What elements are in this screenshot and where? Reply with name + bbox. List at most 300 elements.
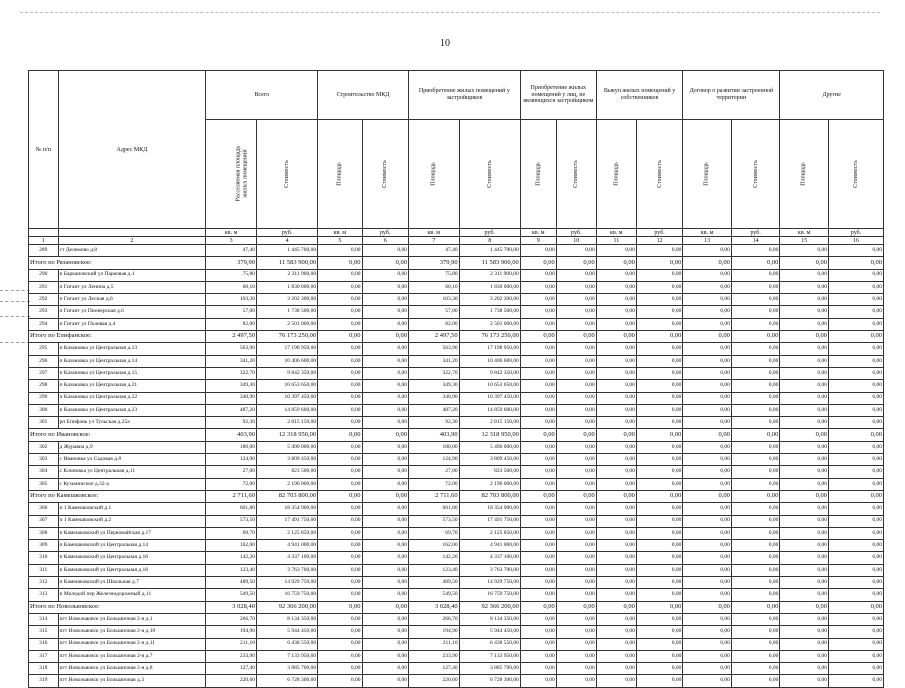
zero-cell: 0,00 (520, 367, 556, 379)
zero-cell: 0,00 (828, 380, 883, 392)
zero-cell: 0,00 (683, 306, 732, 318)
cost-cell: 2 501 000,00 (256, 318, 317, 330)
zero-cell: 0,00 (556, 527, 596, 539)
table-row (29, 564, 884, 576)
zero-cell: 0,00 (683, 441, 732, 453)
zero-cell: 0,00 (780, 269, 829, 281)
zero-cell: 0,00 (636, 294, 682, 306)
cost-cell: 2 311 900,00 (256, 269, 317, 281)
row-number: 311 (29, 564, 59, 576)
construction-cost-cell: 0,00 (362, 601, 408, 613)
cost-cell: 2 815 150,00 (256, 417, 317, 429)
developer-area-cell: 127,40 (408, 663, 459, 675)
area-cell: 60,10 (206, 281, 257, 293)
construction-cost-cell: 0,00 (362, 454, 408, 466)
zero-cell: 0,00 (556, 417, 596, 429)
construction-area-cell: 0,00 (318, 515, 362, 527)
zero-cell: 0,00 (520, 343, 556, 355)
zero-cell: 0,00 (731, 343, 780, 355)
developer-area-cell: 47,40 (408, 245, 459, 257)
developer-area-cell: 340,90 (408, 392, 459, 404)
table-row (29, 380, 884, 392)
zero-cell: 0,00 (556, 638, 596, 650)
zero-cell: 0,00 (636, 552, 682, 564)
cost-cell: 1 830 000,00 (256, 281, 317, 293)
zero-cell: 0,00 (828, 663, 883, 675)
developer-cost-cell: 823 500,00 (459, 466, 520, 478)
row-number: 309 (29, 540, 59, 552)
zero-cell: 0,00 (596, 429, 636, 441)
zero-cell: 0,00 (520, 638, 556, 650)
cost-cell: 6 438 550,00 (256, 638, 317, 650)
zero-cell: 0,00 (636, 540, 682, 552)
zero-cell: 0,00 (780, 367, 829, 379)
developer-area-cell: 92,30 (408, 417, 459, 429)
construction-area-cell: 0,00 (318, 355, 362, 367)
developer-area-cell: 487,20 (408, 404, 459, 416)
address-cell: п Баркановский ул Парковая д.1 (58, 269, 206, 281)
zero-cell: 0,00 (683, 466, 732, 478)
zero-cell: 0,00 (520, 515, 556, 527)
header-row-num: № п/п (29, 71, 59, 229)
zero-cell: 0,00 (520, 404, 556, 416)
unit-cell: руб. (362, 229, 408, 237)
zero-cell: 0,00 (596, 466, 636, 478)
area-cell: 92,30 (206, 417, 257, 429)
unit-cell: кв. м (206, 229, 257, 237)
area-cell: 27,00 (206, 466, 257, 478)
zero-cell: 0,00 (520, 527, 556, 539)
developer-cost-cell: 6 728 300,00 (459, 675, 520, 687)
cost-cell: 7 133 950,00 (256, 650, 317, 662)
area-cell: 69,70 (206, 527, 257, 539)
cost-cell: 14 929 750,00 (256, 577, 317, 589)
developer-cost-cell: 2 196 000,00 (459, 478, 520, 490)
zero-cell: 0,00 (596, 675, 636, 687)
subtotal-label: Итого по Ивановское: (29, 429, 206, 441)
zero-cell: 0,00 (780, 626, 829, 638)
zero-cell: 0,00 (780, 245, 829, 257)
area-cell: 573,50 (206, 515, 257, 527)
column-number: 2 (58, 237, 206, 245)
zero-cell: 0,00 (780, 540, 829, 552)
zero-cell: 0,00 (556, 441, 596, 453)
zero-cell: 0,00 (520, 392, 556, 404)
address-cell: п Молодой пер Железнодорожный д.11 (58, 589, 206, 601)
zero-cell: 0,00 (636, 269, 682, 281)
zero-cell: 0,00 (828, 245, 883, 257)
zero-cell: 0,00 (556, 675, 596, 687)
zero-cell: 0,00 (636, 318, 682, 330)
cost-cell: 2 196 000,00 (256, 478, 317, 490)
construction-area-cell: 0,00 (318, 281, 362, 293)
zero-cell: 0,00 (520, 294, 556, 306)
area-cell: 57,00 (206, 306, 257, 318)
construction-area-cell: 0,00 (318, 564, 362, 576)
construction-area-cell: 0,00 (318, 367, 362, 379)
zero-cell: 0,00 (596, 663, 636, 675)
row-number: 304 (29, 466, 59, 478)
table-row (29, 503, 884, 515)
construction-cost-cell: 0,00 (362, 441, 408, 453)
address-cell: с Ивановка ул Садовая д.8 (58, 454, 206, 466)
zero-cell: 0,00 (828, 454, 883, 466)
construction-cost-cell: 0,00 (362, 540, 408, 552)
construction-area-cell: 0,00 (318, 257, 362, 269)
row-number: 293 (29, 306, 59, 318)
address-cell: пгт Новольвовск ул Большичная 2-я д.10 (58, 626, 206, 638)
row-number: 290 (29, 269, 59, 281)
subtotal-row (29, 429, 884, 441)
zero-cell: 0,00 (731, 527, 780, 539)
unit-cell: руб. (731, 229, 780, 237)
zero-cell: 0,00 (596, 613, 636, 625)
zero-cell: 0,00 (780, 552, 829, 564)
zero-cell: 0,00 (520, 331, 556, 343)
developer-cost-cell: 5 490 000,00 (459, 441, 520, 453)
zero-cell: 0,00 (596, 404, 636, 416)
zero-cell: 0,00 (556, 650, 596, 662)
zero-cell: 0,00 (683, 515, 732, 527)
zero-cell: 0,00 (828, 294, 883, 306)
zero-cell: 0,00 (780, 613, 829, 625)
construction-area-cell: 0,00 (318, 577, 362, 589)
unit-cell: руб. (459, 229, 520, 237)
table-row (29, 355, 884, 367)
zero-cell: 0,00 (636, 441, 682, 453)
developer-cost-cell: 3 763 700,00 (459, 564, 520, 576)
header-area: Площадь (520, 120, 556, 229)
cost-cell: 12 318 950,00 (256, 429, 317, 441)
zero-cell: 0,00 (731, 577, 780, 589)
subtotal-row (29, 331, 884, 343)
construction-cost-cell: 0,00 (362, 577, 408, 589)
zero-cell: 0,00 (780, 417, 829, 429)
zero-cell: 0,00 (596, 564, 636, 576)
zero-cell: 0,00 (828, 318, 883, 330)
zero-cell: 0,00 (556, 380, 596, 392)
column-numbers-row (29, 237, 884, 245)
zero-cell: 0,00 (596, 355, 636, 367)
row-number: 305 (29, 478, 59, 490)
developer-cost-cell: 16 759 750,00 (459, 589, 520, 601)
zero-cell: 0,00 (596, 490, 636, 502)
housing-table (28, 70, 884, 688)
construction-cost-cell: 0,00 (362, 613, 408, 625)
developer-area-cell: 124,90 (408, 454, 459, 466)
developer-area-cell: 180,00 (408, 441, 459, 453)
construction-area-cell: 0,00 (318, 601, 362, 613)
zero-cell: 0,00 (828, 404, 883, 416)
zero-cell: 0,00 (520, 503, 556, 515)
table-row (29, 663, 884, 675)
developer-cost-cell: 9 842 350,00 (459, 367, 520, 379)
construction-cost-cell: 0,00 (362, 478, 408, 490)
zero-cell: 0,00 (636, 675, 682, 687)
margin-mark (0, 301, 30, 302)
zero-cell: 0,00 (636, 429, 682, 441)
zero-cell: 0,00 (636, 577, 682, 589)
zero-cell: 0,00 (636, 478, 682, 490)
zero-cell: 0,00 (636, 626, 682, 638)
unit-cell: кв. м (318, 229, 362, 237)
construction-area-cell: 0,00 (318, 343, 362, 355)
zero-cell: 0,00 (731, 257, 780, 269)
zero-cell: 0,00 (520, 552, 556, 564)
zero-cell: 0,00 (636, 601, 682, 613)
cost-cell: 8 134 350,00 (256, 613, 317, 625)
zero-cell: 0,00 (780, 380, 829, 392)
developer-area-cell: 82,00 (408, 318, 459, 330)
zero-cell: 0,00 (780, 478, 829, 490)
developer-area-cell: 27,00 (408, 466, 459, 478)
row-number: 297 (29, 367, 59, 379)
zero-cell: 0,00 (828, 392, 883, 404)
column-number: 11 (596, 237, 636, 245)
table-row (29, 552, 884, 564)
row-number: 292 (29, 294, 59, 306)
zero-cell: 0,00 (683, 564, 732, 576)
zero-cell: 0,00 (828, 490, 883, 502)
zero-cell: 0,00 (556, 478, 596, 490)
construction-cost-cell: 0,00 (362, 343, 408, 355)
header-cost: Стоимость (362, 120, 408, 229)
area-cell: 563,90 (206, 343, 257, 355)
row-number: 317 (29, 650, 59, 662)
zero-cell: 0,00 (556, 552, 596, 564)
zero-cell: 0,00 (636, 281, 682, 293)
zero-cell: 0,00 (731, 417, 780, 429)
area-cell: 2 711,60 (206, 490, 257, 502)
zero-cell: 0,00 (556, 429, 596, 441)
zero-cell: 0,00 (636, 527, 682, 539)
address-cell: п Казановка ул Центральная д.23 (58, 404, 206, 416)
construction-cost-cell: 0,00 (362, 306, 408, 318)
developer-area-cell: 162,00 (408, 540, 459, 552)
header-cost: Стоимость (828, 120, 883, 229)
zero-cell: 0,00 (596, 343, 636, 355)
zero-cell: 0,00 (556, 466, 596, 478)
zero-cell: 0,00 (828, 626, 883, 638)
zero-cell: 0,00 (780, 392, 829, 404)
developer-cost-cell: 14 859 600,00 (459, 404, 520, 416)
cost-cell: 823 500,00 (256, 466, 317, 478)
zero-cell: 0,00 (636, 331, 682, 343)
header-area: Площадь (596, 120, 636, 229)
developer-area-cell: 233,90 (408, 650, 459, 662)
construction-area-cell: 0,00 (318, 392, 362, 404)
zero-cell: 0,00 (828, 367, 883, 379)
area-cell: 266,70 (206, 613, 257, 625)
zero-cell: 0,00 (596, 589, 636, 601)
developer-cost-cell: 3 809 450,00 (459, 454, 520, 466)
area-cell: 340,90 (206, 392, 257, 404)
cost-cell: 10 397 450,00 (256, 392, 317, 404)
construction-area-cell: 0,00 (318, 638, 362, 650)
row-number: 318 (29, 663, 59, 675)
zero-cell: 0,00 (520, 454, 556, 466)
zero-cell: 0,00 (828, 503, 883, 515)
scan-edge-line (20, 12, 880, 13)
construction-area-cell: 0,00 (318, 454, 362, 466)
address-cell: с Клиновка ул Центральная д.11 (58, 466, 206, 478)
developer-cost-cell: 2 311 900,00 (459, 269, 520, 281)
construction-cost-cell: 0,00 (362, 269, 408, 281)
zero-cell: 0,00 (636, 392, 682, 404)
zero-cell: 0,00 (636, 613, 682, 625)
construction-cost-cell: 0,00 (362, 331, 408, 343)
zero-cell: 0,00 (683, 245, 732, 257)
zero-cell: 0,00 (683, 343, 732, 355)
zero-cell: 0,00 (731, 552, 780, 564)
developer-area-cell: 403,90 (408, 429, 459, 441)
zero-cell: 0,00 (556, 245, 596, 257)
zero-cell: 0,00 (596, 638, 636, 650)
subtotal-row (29, 490, 884, 502)
zero-cell: 0,00 (731, 380, 780, 392)
column-number: 3 (206, 237, 257, 245)
construction-cost-cell: 0,00 (362, 515, 408, 527)
unit-cell: руб. (256, 229, 317, 237)
cost-cell: 11 583 900,00 (256, 257, 317, 269)
table-row (29, 613, 884, 625)
column-number: 4 (256, 237, 317, 245)
zero-cell: 0,00 (731, 367, 780, 379)
header-cost: Стоимость (459, 120, 520, 229)
zero-cell: 0,00 (596, 281, 636, 293)
construction-area-cell: 0,00 (318, 441, 362, 453)
header-cost: Стоимость (256, 120, 317, 229)
construction-area-cell: 0,00 (318, 294, 362, 306)
zero-cell: 0,00 (556, 490, 596, 502)
developer-area-cell: 3 028,40 (408, 601, 459, 613)
subtotal-label: Итого по Новольвовское: (29, 601, 206, 613)
developer-area-cell: 266,70 (408, 613, 459, 625)
zero-cell: 0,00 (520, 355, 556, 367)
zero-cell: 0,00 (780, 355, 829, 367)
zero-cell: 0,00 (636, 380, 682, 392)
construction-cost-cell: 0,00 (362, 318, 408, 330)
zero-cell: 0,00 (731, 490, 780, 502)
zero-cell: 0,00 (596, 527, 636, 539)
zero-cell: 0,00 (636, 638, 682, 650)
zero-cell: 0,00 (828, 613, 883, 625)
address-cell: д Журавна д.9 (58, 441, 206, 453)
zero-cell: 0,00 (683, 626, 732, 638)
construction-cost-cell: 0,00 (362, 466, 408, 478)
header-from-non-developers: Приобретение жилых помещений у лиц, не являющихся застройщиком (520, 71, 596, 120)
zero-cell: 0,00 (556, 294, 596, 306)
address-cell: п Камешковский ул Центральная д.18 (58, 564, 206, 576)
zero-cell: 0,00 (731, 318, 780, 330)
column-number: 10 (556, 237, 596, 245)
zero-cell: 0,00 (596, 306, 636, 318)
zero-cell: 0,00 (780, 638, 829, 650)
cost-cell: 5 490 000,00 (256, 441, 317, 453)
page-number: 10 (440, 38, 450, 49)
construction-area-cell: 0,00 (318, 478, 362, 490)
zero-cell: 0,00 (780, 663, 829, 675)
developer-cost-cell: 3 202 300,00 (459, 294, 520, 306)
area-cell: 123,40 (206, 564, 257, 576)
zero-cell: 0,00 (683, 355, 732, 367)
zero-cell: 0,00 (636, 515, 682, 527)
zero-cell: 0,00 (780, 466, 829, 478)
header-territory: Договор о развитии застроенной территории (683, 71, 780, 120)
zero-cell: 0,00 (596, 417, 636, 429)
margin-mark (0, 342, 30, 343)
developer-area-cell: 220,60 (408, 675, 459, 687)
area-cell: 341,20 (206, 355, 257, 367)
cost-cell: 3 885 700,00 (256, 663, 317, 675)
zero-cell: 0,00 (780, 441, 829, 453)
zero-cell: 0,00 (520, 540, 556, 552)
row-number: 303 (29, 454, 59, 466)
construction-cost-cell: 0,00 (362, 552, 408, 564)
construction-cost-cell: 0,00 (362, 257, 408, 269)
zero-cell: 0,00 (556, 404, 596, 416)
construction-cost-cell: 0,00 (362, 245, 408, 257)
margin-mark (0, 316, 30, 317)
zero-cell: 0,00 (828, 527, 883, 539)
developer-area-cell: 142,20 (408, 552, 459, 564)
zero-cell: 0,00 (731, 294, 780, 306)
area-cell: 47,40 (206, 245, 257, 257)
zero-cell: 0,00 (780, 404, 829, 416)
construction-area-cell: 0,00 (318, 527, 362, 539)
zero-cell: 0,00 (556, 257, 596, 269)
zero-cell: 0,00 (520, 601, 556, 613)
row-number: 296 (29, 355, 59, 367)
row-number: 319 (29, 675, 59, 687)
row-number: 300 (29, 404, 59, 416)
zero-cell: 0,00 (520, 564, 556, 576)
zero-cell: 0,00 (780, 650, 829, 662)
developer-cost-cell: 1 830 000,00 (459, 281, 520, 293)
zero-cell: 0,00 (683, 281, 732, 293)
developer-area-cell: 341,20 (408, 355, 459, 367)
zero-cell: 0,00 (828, 675, 883, 687)
table-row (29, 650, 884, 662)
construction-cost-cell: 0,00 (362, 392, 408, 404)
construction-cost-cell: 0,00 (362, 638, 408, 650)
cost-cell: 5 944 450,00 (256, 626, 317, 638)
zero-cell: 0,00 (556, 589, 596, 601)
table-row (29, 478, 884, 490)
table-row (29, 367, 884, 379)
row-number: 306 (29, 503, 59, 515)
construction-cost-cell: 0,00 (362, 527, 408, 539)
zero-cell: 0,00 (556, 355, 596, 367)
unit-cell: руб. (828, 229, 883, 237)
table-row (29, 306, 884, 318)
area-cell: 2 497,50 (206, 331, 257, 343)
zero-cell: 0,00 (780, 306, 829, 318)
construction-cost-cell: 0,00 (362, 417, 408, 429)
header-cost: Стоимость (731, 120, 780, 229)
header-cost: Стоимость (556, 120, 596, 229)
table-row (29, 441, 884, 453)
zero-cell: 0,00 (636, 454, 682, 466)
column-number: 13 (683, 237, 732, 245)
address-cell: п Камешковский ул Школьная д.7 (58, 577, 206, 589)
table-header (29, 71, 884, 245)
zero-cell: 0,00 (636, 404, 682, 416)
construction-area-cell: 0,00 (318, 429, 362, 441)
cost-cell: 82 703 800,00 (256, 490, 317, 502)
zero-cell: 0,00 (636, 466, 682, 478)
unit-cell: кв. м (520, 229, 556, 237)
